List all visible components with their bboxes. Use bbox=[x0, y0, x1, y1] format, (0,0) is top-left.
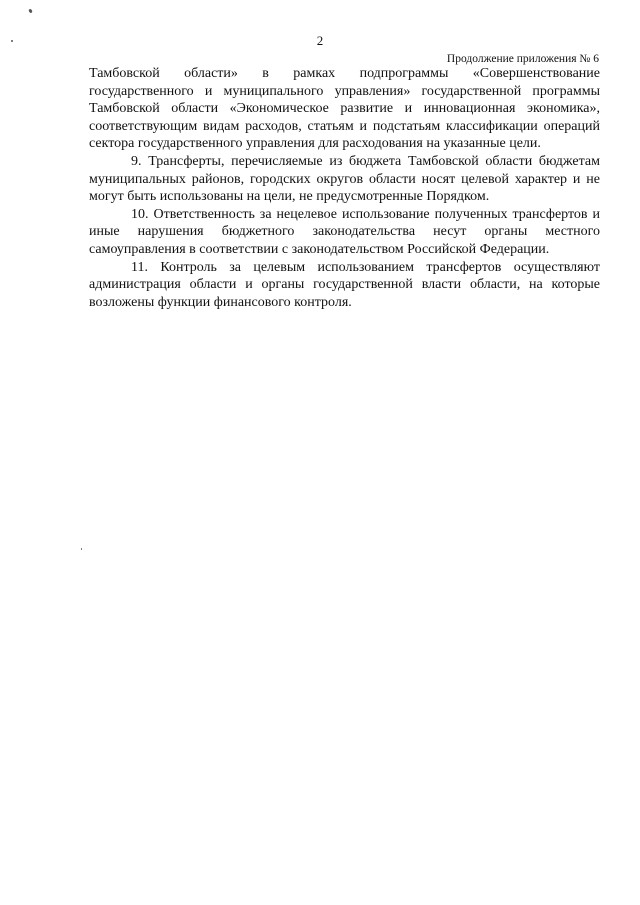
page-number: 2 bbox=[316, 33, 324, 48]
appendix-reference: Продолжение приложения № 6 bbox=[446, 53, 599, 65]
paragraph-10: 10. Ответственность за нецелевое использование полученных трансфертов и иные нарушения бюджетного законодательства несут органы местного самоуправления в соответствии с законодательством Российской Федерации. bbox=[89, 206, 600, 257]
paragraph-9: 9. Трансферты, перечисляемые из бюджета Тамбовской области бюджетам муниципальных районов, городских округов области носят целевой характер и не могут быть использованы на цели, не предусмотренные Порядком. bbox=[89, 153, 600, 205]
scan-speck bbox=[81, 548, 82, 550]
paragraph-11: 11. Контроль за целевым использованием трансфертов осуществляют администрация области и органы государственной власти области, на которые возложены функции финансового контроля. bbox=[89, 259, 600, 310]
scan-speck bbox=[28, 9, 33, 14]
paragraph-continuation: Тамбовской области» в рамках подпрограммы «Совершенствование государственного и муниципального управления» государственной программы Тамбовской области «Экономическое развитие и инновационная экономика», соответствующим видам расходов, статьям и подстатьям классификации операций сектора государственного управления для расходования на указанные цели. bbox=[89, 66, 600, 152]
scan-speck bbox=[11, 40, 13, 42]
document-body bbox=[89, 65, 600, 311]
